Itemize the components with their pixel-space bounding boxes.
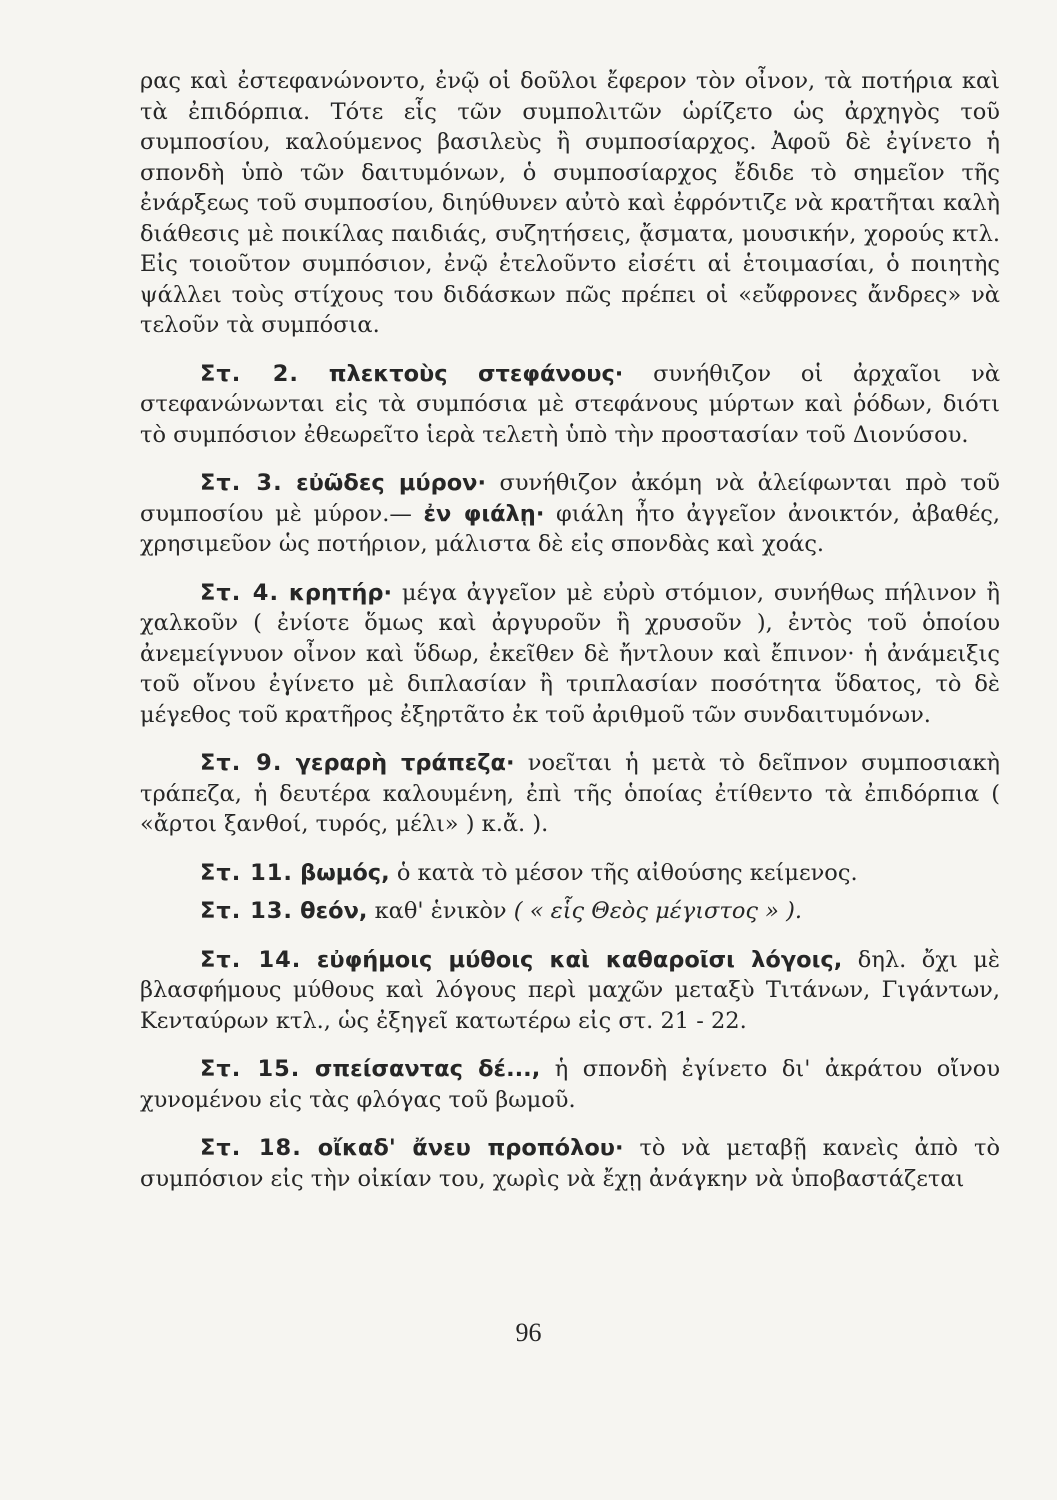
page-number: 96 — [515, 1318, 542, 1347]
lemma: εὐῶδες μύρον· — [296, 470, 487, 496]
note-line-14 — [140, 945, 1000, 1037]
lemma: θεόν, — [300, 898, 368, 924]
note-text: συνήθιζον οἱ ἀρχαῖοι νὰ στεφανώνωνται εἰς τὰ συμπόσια μὲ στεφάνους μύρτων καὶ ῥόδων, διότι τὸ συμπόσιον ἐθεωρεῖτο ἱερὰ τελετὴ ὑπὸ τὴν προστασίαν τοῦ Διονύσου. — [140, 360, 1001, 448]
note-text: καθ' ἑνικὸν — [367, 898, 514, 924]
intro-paragraph: ρας καὶ ἐστεφανώνοντο, ἐνῷ οἱ δοῦλοι ἔφερον τὸν οἶνον, τὰ ποτήρια καὶ τὰ ἐπιδόρπια. Τότε εἷς τῶν συμπολιτῶν ὡρίζετο ὡς ἀρχηγὸς τοῦ συμποσίου, καλούμενος βασιλεὺς ἢ συμποσίαρχος. Ἀφοῦ δὲ ἐγίνετο ἡ σπονδὴ ὑπὸ τῶν δαιτυμόνων, ὁ συμποσίαρχος ἔδιδε τὸ σημεῖον τῆς ἐνάρξεως τοῦ συμποσίου, διηύθυνεν αὐτὸ καὶ ἐφρόντιζε νὰ κρατῆται καλὴ διάθεσις μὲ ποικίλας παιδιάς, συζητήσεις, ᾄσματα, μουσικήν, χορούς κτλ. Εἰς τοιοῦτον συμπόσιον, ἐνῷ ἐτελοῦντο εἰσέτι αἱ ἑτοιμασίαι, ὁ ποιητὴς ψάλλει τοὺς στίχους του διδάσκων πῶς πρέπει οἱ «εὔφρονες ἄνδρες» νὰ τελοῦν τὰ συμπόσια. — [140, 68, 1000, 338]
verse-ref: Στ. 3. — [200, 470, 283, 496]
lemma: πλεκτοὺς στεφάνους· — [328, 360, 624, 387]
lemma: κρητήρ· — [288, 579, 393, 606]
note-text: φιάλη ἦτο ἀγγεῖον ἀνοικτόν, ἀβαθές, χρησιμεῦον ὡς ποτήριον, μάλιστα δὲ εἰς σπονδὰς καὶ χοάς. — [140, 500, 1001, 557]
note-text: ὁ κατὰ τὸ μέσον τῆς αἰθούσης κείμενος. — [389, 859, 858, 886]
lemma: εὐφήμοις μύθοις καὶ καθαροῖσι λόγοις, — [316, 946, 843, 973]
verse-ref: Στ. 13. — [200, 898, 293, 924]
verse-ref: Στ. 14. — [200, 946, 302, 973]
commentary-text — [140, 66, 1000, 1194]
note-line-18 — [140, 1133, 1000, 1194]
note-line-15 — [140, 1054, 1000, 1115]
lemma: γεραρὴ τράπεζα· — [295, 750, 515, 776]
verse-ref: Στ. 15. — [200, 1056, 301, 1082]
verse-ref: Στ. 18. — [200, 1135, 302, 1161]
note-line-4 — [140, 578, 1000, 731]
note-line-2 — [140, 359, 1000, 451]
note-line-9 — [140, 748, 1000, 840]
lemma: ἐν φιάλῃ· — [423, 500, 545, 527]
verse-ref: Στ. 9. — [200, 750, 283, 776]
note-text: νοεῖται ἡ μετὰ τὸ δεῖπνον συμποσιακὴ τράπεζα, ἡ δευτέρα καλουμένη, ἐπὶ τῆς ὁποίας ἐτίθεντο τὰ ἐπιδόρπια ( «ἄρτοι ξανθοί, τυρός, μέλι» ) κ.ἄ. ). — [140, 750, 1001, 837]
lemma: σπείσαντας δέ..., — [314, 1056, 541, 1082]
lemma: οἴκαδ' ἄνευ προπόλου· — [317, 1135, 624, 1161]
note-line-3 — [140, 468, 1000, 560]
note-text: μέγα ἀγγεῖον μὲ εὐρὺ στόμιον, συνήθως πήλινον ἢ χαλκοῦν ( ἐνίοτε ὅμως καὶ ἀργυροῦν ἢ χρυσοῦν ), ἐντὸς τοῦ ὁποίου ἀνεμείγνυον οἶνον καὶ ὕδωρ, ἐκεῖθεν δὲ ἤντλουν καὶ ἔπινον· ἡ ἀνάμειξις τοῦ οἴνου ἐγίνετο μὲ διπλασίαν ἢ τριπλασίαν ποσότητα ὕδατος, τὸ δὲ μέγεθος τοῦ κρατῆρος ἐξηρτᾶτο ἐκ τοῦ ἀριθμοῦ τῶν συνδαιτυμόνων. — [140, 579, 1001, 728]
note-text: συνήθιζον ἀκόμη νὰ ἀλείφωνται πρὸ τοῦ συμποσίου μὲ μύρον.— — [140, 470, 1000, 527]
note-text: τὸ νὰ μεταβῇ κανεὶς ἀπὸ τὸ συμπόσιον εἰς τὴν οἰκίαν του, χωρὶς νὰ ἔχῃ ἀνάγκην νὰ ὑποβαστάζεται — [140, 1135, 1001, 1192]
note-text: δηλ. ὄχι μὲ βλασφήμους μύθους καὶ λόγους περὶ μαχῶν μεταξὺ Τιτάνων, Γιγάντων, Κενταύρων κτλ., ὡς ἐξηγεῖ κατωτέρω εἰς στ. 21 - 22. — [140, 946, 1000, 1034]
lemma: βωμός, — [300, 859, 390, 886]
verse-ref: Στ. 2. — [200, 360, 299, 387]
note-text: ἡ σπονδὴ ἐγίνετο δι' ἀκράτου οἴνου χυνομένου εἰς τὰς φλόγας τοῦ βωμοῦ. — [140, 1056, 1001, 1113]
note-line-13 — [140, 896, 1000, 927]
verse-ref: Στ. 11. — [200, 859, 293, 886]
note-italic: ( « εἷς Θεὸς μέγιστος » ). — [513, 898, 803, 924]
note-line-11 — [140, 858, 1000, 889]
verse-ref: Στ. 4. — [200, 579, 280, 606]
